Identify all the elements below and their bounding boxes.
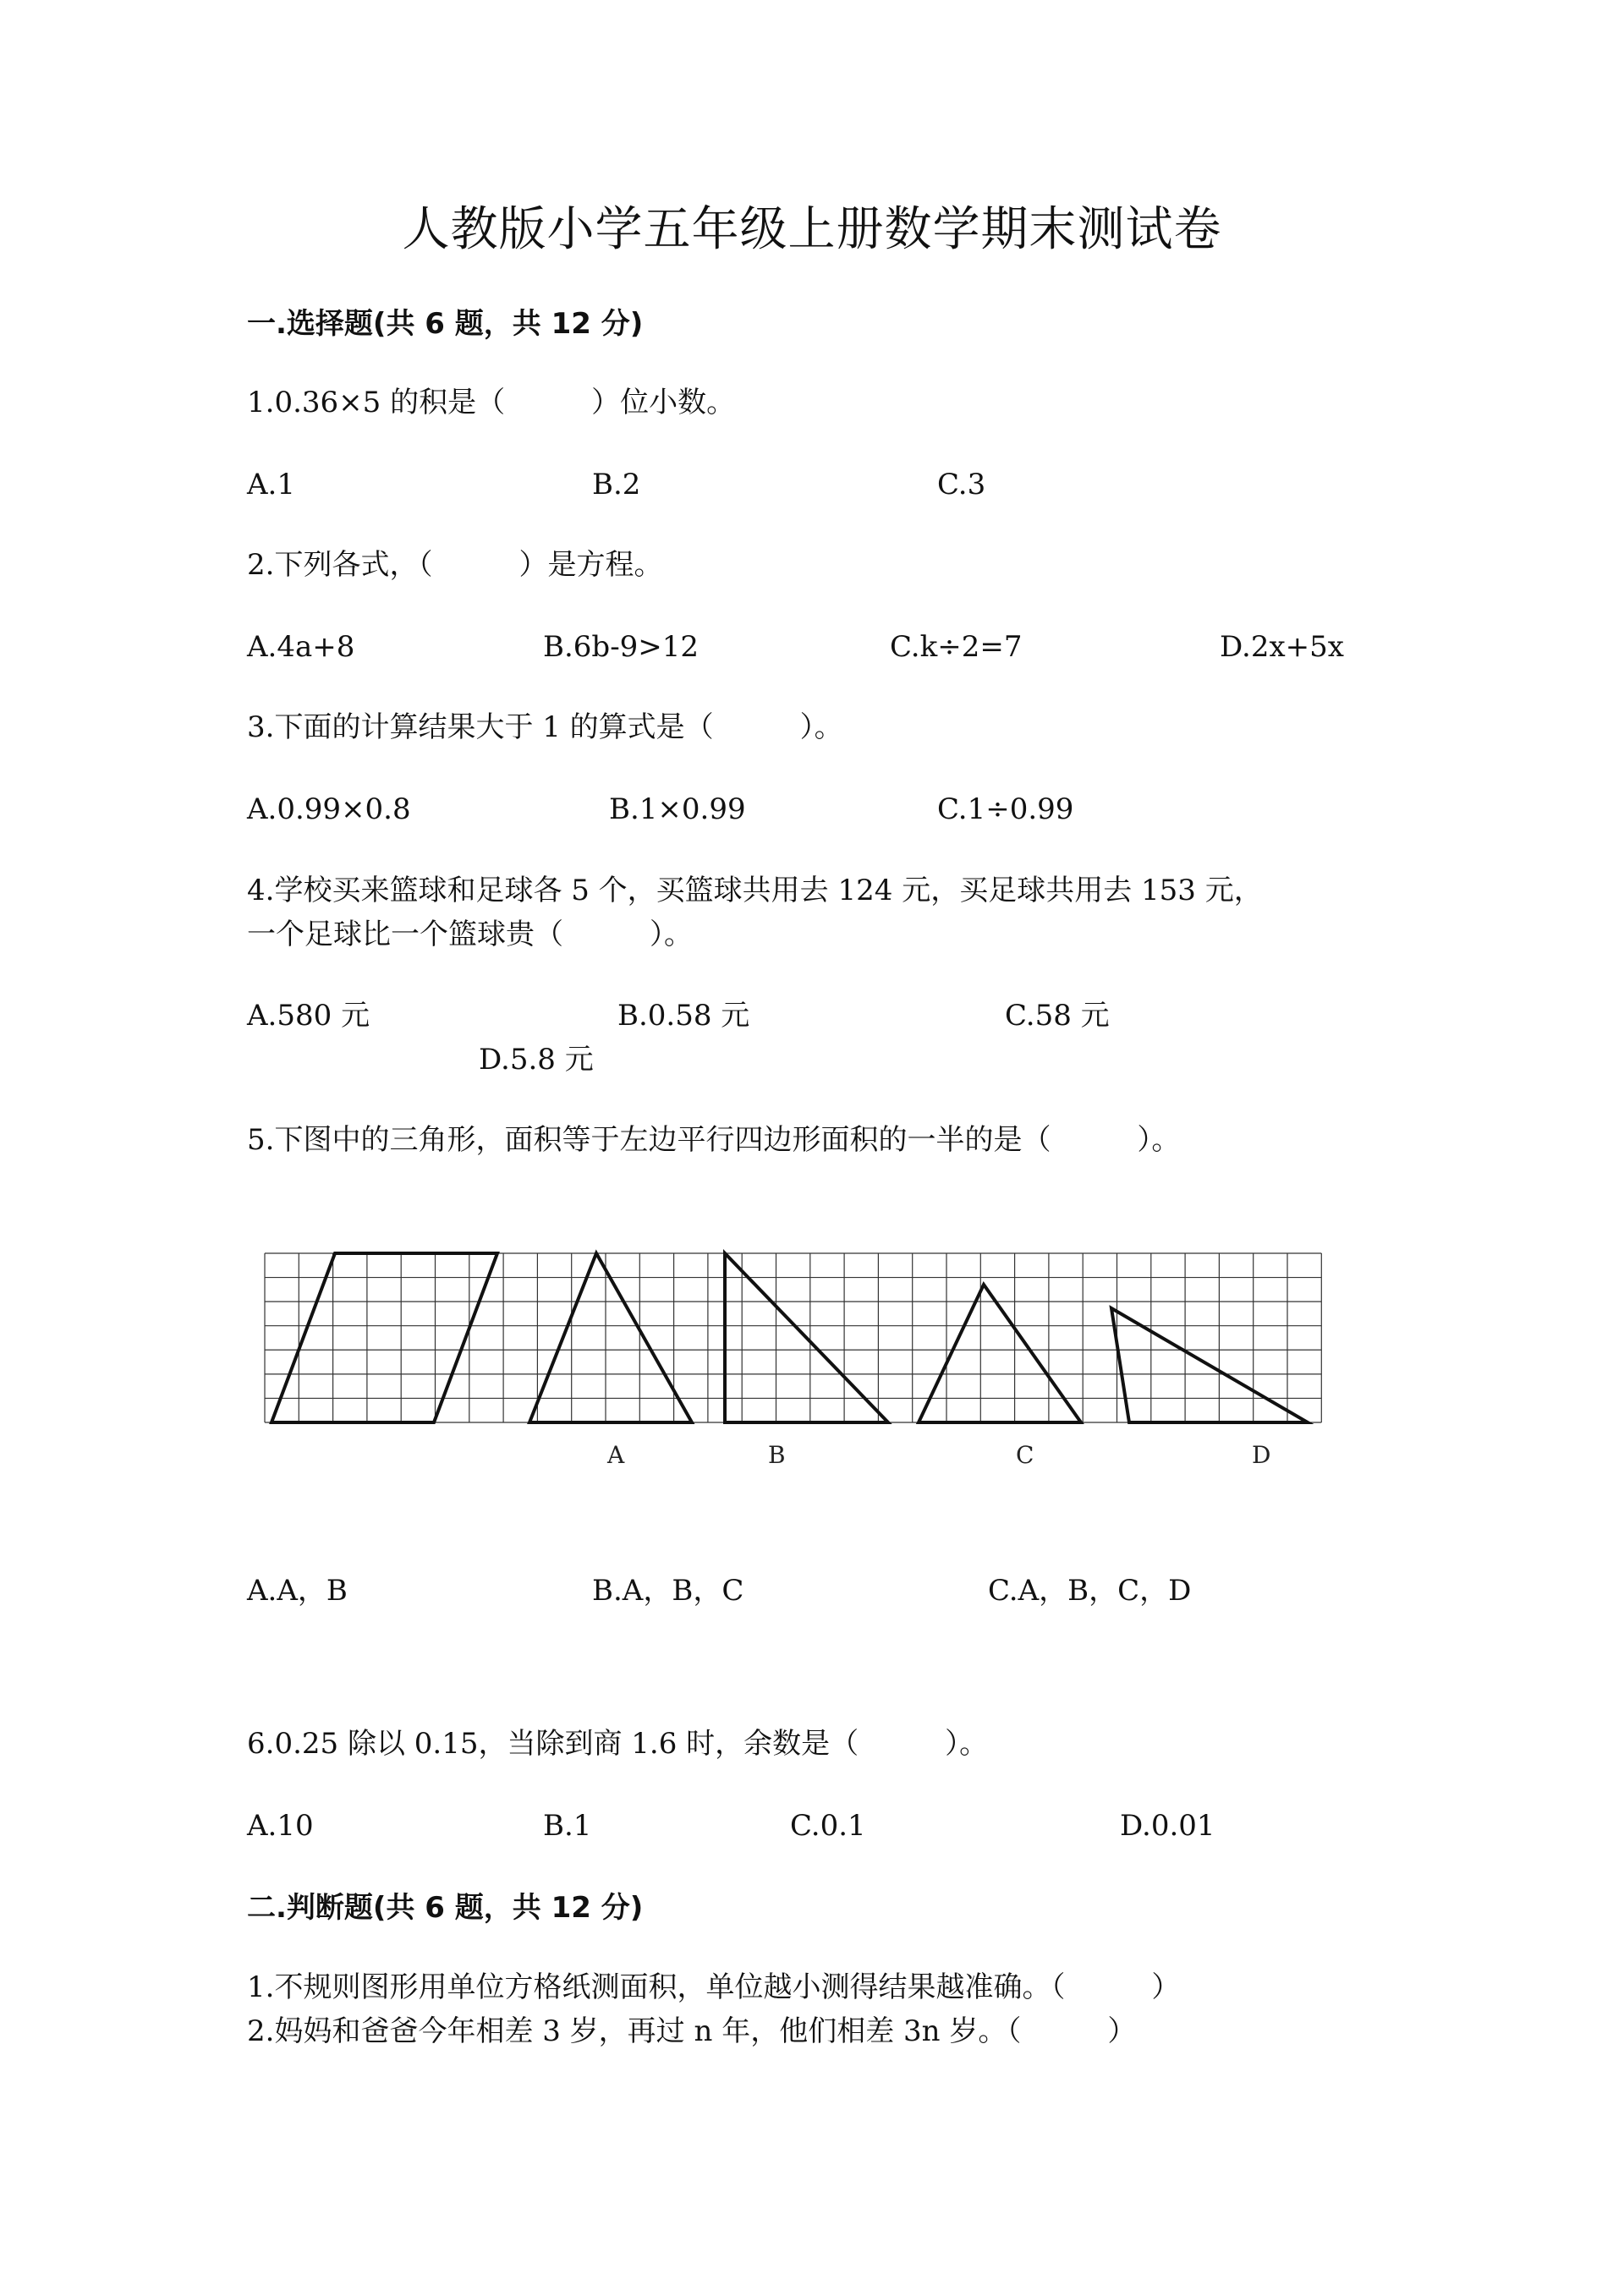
question-6-option-b: B.1 (543, 1809, 592, 1843)
figure-label-c: C (1016, 1441, 1034, 1469)
question-3-stem: 3.下面的计算结果大于 1 的算式是（ ）。 (247, 710, 843, 744)
question-1-option-c: C.3 (937, 468, 986, 501)
question-5-option-b: B.A，B，C (592, 1574, 744, 1608)
question-3-option-b: B.1×0.99 (609, 792, 746, 826)
question-4-option-a: A.580 元 (247, 999, 370, 1033)
judgement-question-2: 2.妈妈和爸爸今年相差 3 岁，再过 n 年，他们相差 3n 岁。（ ） (247, 2014, 1137, 2048)
judgement-question-1: 1.不规则图形用单位方格纸测面积，单位越小测得结果越准确。（ ） (247, 1970, 1181, 2004)
section-heading-judgement: 二.判断题(共 6 题，共 12 分) (247, 1891, 644, 1925)
figure-label-a: A (607, 1441, 625, 1469)
question-4-option-c: C.58 元 (1005, 999, 1110, 1033)
question-3-option-c: C.1÷0.99 (937, 792, 1074, 826)
triangle-b-shape (725, 1253, 888, 1422)
question-2-option-d: D.2x+5x (1220, 630, 1344, 664)
question-6-stem: 6.0.25 除以 0.15，当除到商 1.6 时，余数是（ ）。 (247, 1727, 989, 1761)
page-title: 人教版小学五年级上册数学期末测试卷 (402, 202, 1222, 257)
triangle-a-shape (529, 1253, 692, 1422)
question-1-option-a: A.1 (247, 468, 295, 501)
question-3-option-a: A.0.99×0.8 (247, 792, 411, 826)
figure-shapes (272, 1253, 1308, 1422)
question-2-option-a: A.4a+8 (247, 630, 355, 664)
question-2-option-b: B.6b-9>12 (543, 630, 700, 664)
question-6-option-d: D.0.01 (1120, 1809, 1215, 1843)
question-4-option-b: B.0.58 元 (617, 999, 750, 1033)
question-5-option-c: C.A，B，C，D (988, 1574, 1192, 1608)
question-1-option-b: B.2 (592, 468, 641, 501)
figure-label-d: D (1252, 1441, 1271, 1469)
question-5-grid-figure (261, 1243, 1326, 1497)
question-6-option-c: C.0.1 (790, 1809, 866, 1843)
triangle-c-shape (919, 1285, 1081, 1422)
question-1-stem: 1.0.36×5 的积是（ ）位小数。 (247, 386, 736, 419)
question-4-option-d: D.5.8 元 (479, 1043, 594, 1077)
figure-label-b: B (768, 1441, 786, 1469)
question-4-stem-line1: 4.学校买来篮球和足球各 5 个，买篮球共用去 124 元，买足球共用去 153 元， (247, 874, 1263, 907)
question-6-option-a: A.10 (247, 1809, 314, 1843)
question-4-stem-line2: 一个足球比一个篮球贵（ ）。 (247, 918, 693, 951)
question-5-stem: 5.下图中的三角形，面积等于左边平行四边形面积的一半的是（ ）。 (247, 1123, 1181, 1157)
question-5-option-a: A.A，B (247, 1574, 348, 1608)
question-2-stem: 2.下列各式，（ ）是方程。 (247, 548, 663, 582)
question-2-option-c: C.k÷2=7 (890, 630, 1023, 664)
parallelogram-shape (272, 1253, 497, 1422)
section-heading-choice: 一.选择题(共 6 题，共 12 分) (247, 307, 644, 341)
